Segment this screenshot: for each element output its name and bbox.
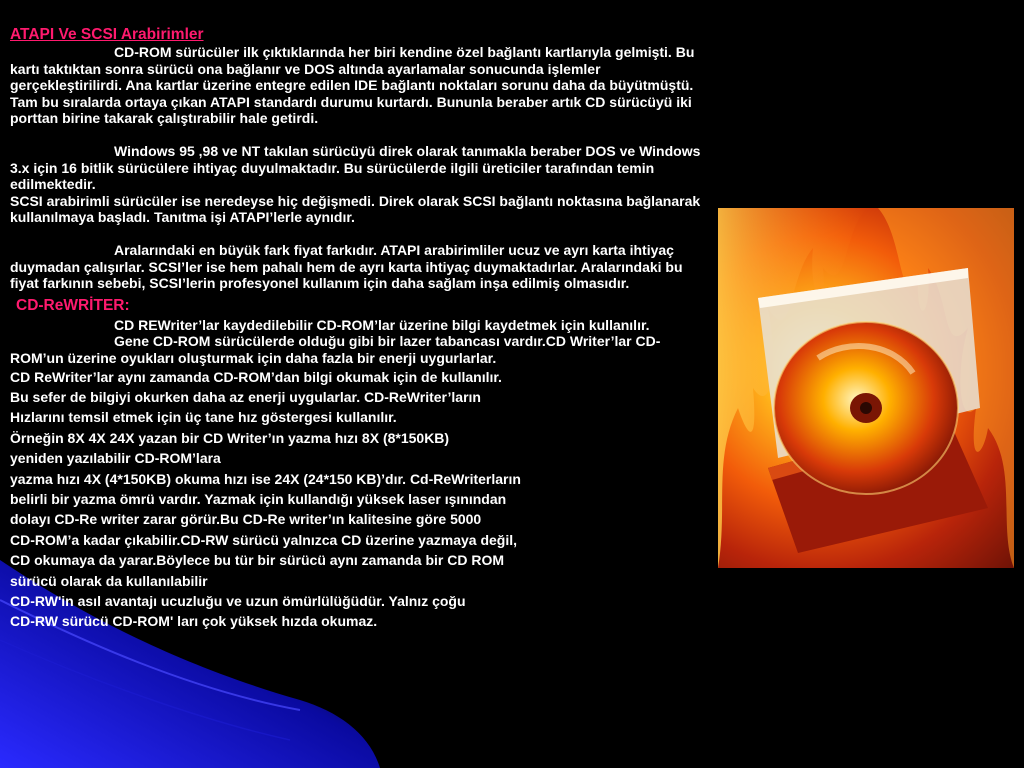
rewriter-line: Hızlarını temsil etmek için üç tane hız göstergesi kullanılır. bbox=[10, 409, 397, 426]
atapi-paragraph-4: Aralarındaki en büyük fark fiyat farkıdır. ATAPI arabirimliler ucuz ve ayrı karta ihtiyaç duymadan çalışırlar. SCSI’ler ise hem pahalı hem de ayrı karta ihtiyaç duymaktadırlar. Aralarındaki bu fiyat farkının sebebi, SCSI’lerin profesyonel kullanım için daha sağlam inşa edilmiş olmasıdır. bbox=[10, 241, 683, 292]
rewriter-line: CD ReWriter’lar aynı zamanda CD-ROM’dan bilgi okumak için de kullanılır. bbox=[10, 368, 502, 385]
slide-title: ATAPI Ve SCSI Arabirimler bbox=[10, 26, 204, 43]
rewriter-line: CD-RW sürücü CD-ROM' ları çok yüksek hızda okumaz. bbox=[10, 613, 378, 630]
slide-text bbox=[10, 26, 710, 632]
rewriter-line: yazma hızı 4X (4*150KB) okuma hızı ise 24X (24*150 KB)’dır. Cd-ReWriterların bbox=[10, 470, 521, 487]
cd-drive-flames-image bbox=[718, 208, 1014, 568]
rewriter-paragraph-1: CD REWriter’lar kaydedilebilir CD-ROM’lar üzerine bilgi kaydetmek için kullanılır. bbox=[114, 316, 650, 333]
rewriter-line: CD-ROM’a kadar çıkabilir.CD-RW sürücü yalnızca CD üzerine yazmaya değil, bbox=[10, 531, 518, 548]
rewriter-line: CD okumaya da yarar.Böylece bu tür bir sürücü aynı zamanda bir CD ROM bbox=[10, 552, 505, 569]
rewriter-line: Bu sefer de bilgiyi okurken daha az enerji uygularlar. CD-ReWriter’ların bbox=[10, 388, 481, 405]
rewriter-lines bbox=[10, 367, 710, 632]
atapi-paragraph-1: CD-ROM sürücüler ilk çıktıklarında her biri kendine özel bağlantı kartlarıyla gelmişti. Bu kartı taktıktan sonra sürücü ona bağlanır ve DOS altında ayarlamalar sonucunda işlemler gerçekleştirilirdi. Ana kartlar üzerine entegre edilen IDE bağlantı noktaları sorunu daha da büyütmüştü. Tam bu sıralarda ortaya çıkan ATAPI standardı durumu kurtardı. Bununla beraber artık CD sürücüyü iki porttan birine takarak çalıştırabilir hale getirdi. bbox=[10, 44, 695, 127]
rewriter-paragraph-2: Gene CD-ROM sürücülerde olduğu gibi bir lazer tabancası vardır.CD Writer’lar CD-ROM’un üzerine oyukları oluşturmak için daha fazla bir enerji uygurlarlar. bbox=[10, 333, 661, 366]
rewriter-line: yeniden yazılabilir CD-ROM’lara bbox=[10, 450, 221, 467]
rewriter-line: dolayı CD-Re writer zarar görür.Bu CD-Re writer’ın kalitesine göre 5000 bbox=[10, 511, 482, 528]
atapi-paragraph-3: SCSI arabirimli sürücüler ise neredeyse hiç değişmedi. Direk olarak SCSI bağlantı noktasına bağlanarak kullanılmaya başladı. Tanıtma işi ATAPI’lerle aynıdır. bbox=[10, 192, 701, 226]
rewriter-line: sürücü olarak da kullanılabilir bbox=[10, 572, 208, 589]
rewriter-line: CD-RW'in asıl avantajı ucuzluğu ve uzun ömürlülüğüdür. Yalnız çoğu bbox=[10, 592, 466, 609]
atapi-paragraph-2: Windows 95 ,98 ve NT takılan sürücüyü direk olarak tanımakla beraber DOS ve Windows 3.x için 16 bitlik sürücülere ihtiyaç duyulmaktadır. Bu sürücülerde ilgili üreticiler tarafından temin edilmektedir. bbox=[10, 142, 701, 193]
rewriter-line: belirli bir yazma ömrü vardır. Yazmak için kullandığı yüksek laser ışınından bbox=[10, 490, 507, 507]
rewriter-heading: CD-ReWRİTER: bbox=[16, 296, 130, 314]
rewriter-line: Örneğin 8X 4X 24X yazan bir CD Writer’ın yazma hızı 8X (8*150KB) bbox=[10, 429, 450, 446]
